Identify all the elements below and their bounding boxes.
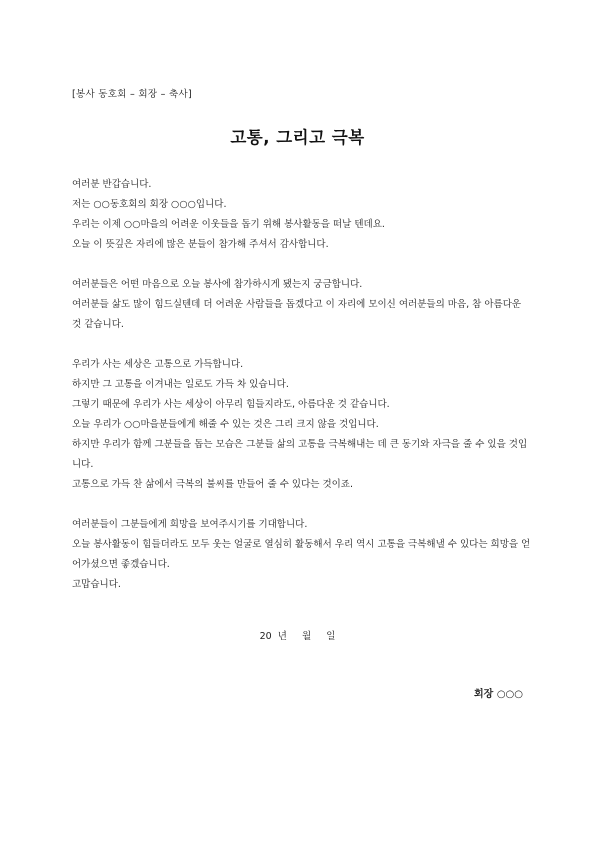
text-line: 우리는 이제 ○○마을의 어려운 이웃들을 돕기 위해 봉사활동을 떠날 텐데요. <box>72 219 385 230</box>
paragraph <box>72 515 532 595</box>
text-line: 저는 ○○동호회의 회장 ○○○입니다. <box>72 199 227 210</box>
signature: 회장 ○○○ <box>474 689 523 700</box>
paragraph <box>72 275 532 335</box>
document-category: [봉사 동호회 – 회장 – 축사] <box>72 89 193 100</box>
text-line: 그렇기 때문에 우리가 사는 세상이 아무리 힘들지라도, 아름다운 것 같습니다. <box>72 399 390 410</box>
text-line: 오늘 우리가 ○○마을분들에게 해줄 수 있는 것은 그리 크지 않을 것입니다. <box>72 419 379 430</box>
text-line: 하지만 그 고통을 이겨내는 일로도 가득 차 있습니다. <box>72 379 289 390</box>
text-line: 우리가 사는 세상은 고통으로 가득합니다. <box>72 359 244 370</box>
text-line: 여러분들은 어떤 마음으로 오늘 봉사에 참가하시게 됐는지 궁금합니다. <box>72 279 363 290</box>
paragraph <box>72 355 532 495</box>
text-line: 오늘 이 뜻깊은 자리에 많은 분들이 참가해 주셔서 감사합니다. <box>72 239 329 250</box>
text-line: 하지만 우리가 함께 그분들을 돕는 모습은 그분들 삶의 고통을 극복해내는 데 큰 동기와 자극을 줄 수 있을 것입니다. <box>72 439 528 470</box>
text-line: 고통으로 가득 찬 삶에서 극복의 불씨를 만들어 줄 수 있다는 것이죠. <box>72 479 353 490</box>
date-line: 20 년 월 일 <box>259 631 336 642</box>
text-line: 여러분 반갑습니다. <box>72 179 152 190</box>
text-line: 오늘 봉사활동이 힘들더라도 모두 웃는 얼굴로 열심히 활동해서 우리 역시 고통을 극복해낼 수 있다는 희망을 얻어가셨으면 좋겠습니다. <box>72 539 531 570</box>
paragraph <box>72 175 532 255</box>
text-line: 여러분들이 그분들에게 희망을 보여주시기를 기대합니다. <box>72 519 308 530</box>
speech-body <box>72 175 532 595</box>
document-title: 고통, 그리고 극복 <box>230 128 365 147</box>
text-line: 고맙습니다. <box>72 579 121 590</box>
text-line: 여러분들 삶도 많이 힘드실텐데 더 어려운 사람들을 돕겠다고 이 자리에 모이신 여러분들의 마음, 참 아름다운 것 같습니다. <box>72 299 522 330</box>
